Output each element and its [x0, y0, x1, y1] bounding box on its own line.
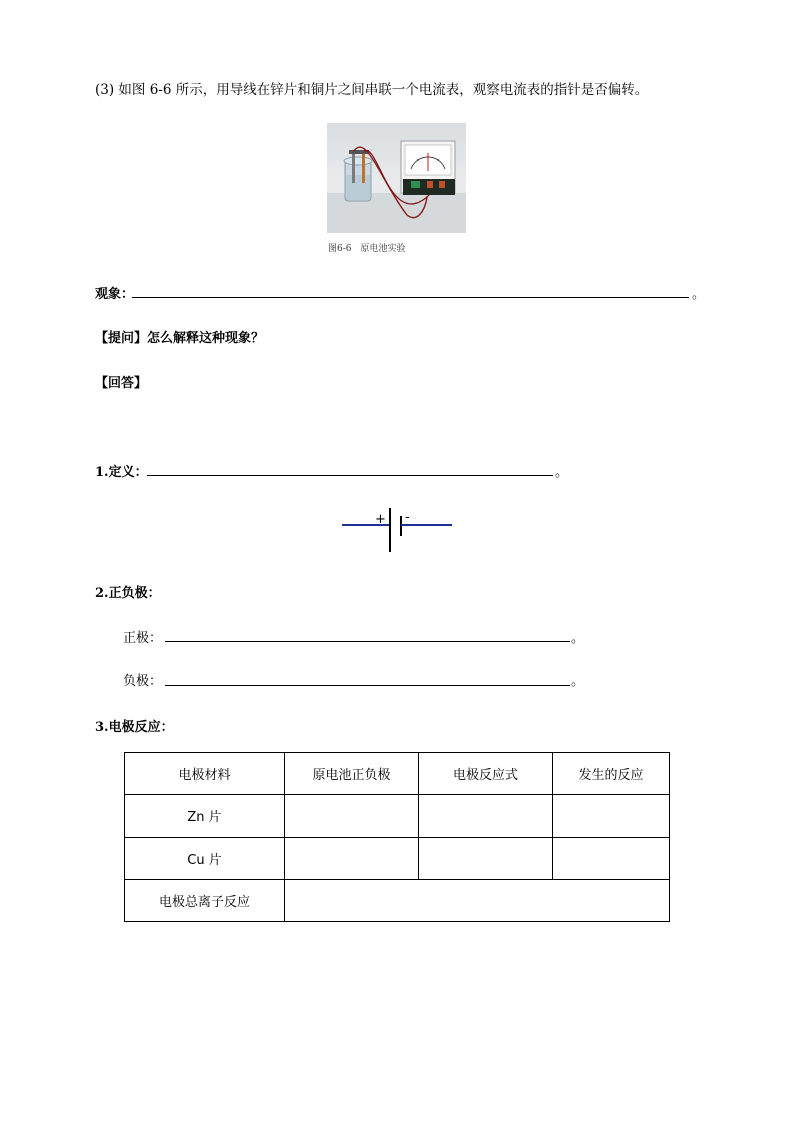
- observation-end: 。: [692, 287, 706, 302]
- positive-label: 正极：: [123, 631, 163, 646]
- electrode-reaction-table: [124, 752, 670, 922]
- table-cell[interactable]: [419, 837, 553, 879]
- table-header-cell: 发生的反应: [553, 753, 670, 795]
- positive-end: 。: [571, 631, 585, 646]
- galvanic-cell-photo: [327, 123, 466, 233]
- table-row: [125, 837, 670, 879]
- battery-symbol: [340, 506, 455, 556]
- definition-label: 1.定义：: [95, 465, 148, 480]
- table-row: [125, 795, 670, 837]
- table-cell: Cu 片: [125, 837, 285, 879]
- definition-end: 。: [555, 465, 569, 480]
- negative-blank[interactable]: [165, 685, 570, 686]
- negative-label: 负极：: [123, 674, 163, 689]
- electrodes-label: 2.正负极：: [95, 586, 161, 601]
- positive-blank[interactable]: [165, 641, 570, 642]
- table-total-label: 电极总离子反应: [125, 879, 285, 921]
- negative-end: 。: [571, 674, 585, 689]
- observation-blank[interactable]: [132, 297, 689, 298]
- table-cell[interactable]: [285, 795, 419, 837]
- table-cell: Zn 片: [125, 795, 285, 837]
- observation-label: 观象：: [95, 287, 135, 302]
- table-cell[interactable]: [285, 837, 419, 879]
- experiment-illustration: [327, 123, 466, 233]
- figure-caption: 图6-6 原电池实验: [328, 244, 406, 254]
- table-cell[interactable]: [553, 837, 670, 879]
- table-header-row: [125, 753, 670, 795]
- table-row: [125, 879, 670, 921]
- reactions-label: 3.电极反应：: [95, 720, 174, 735]
- definition-blank[interactable]: [147, 475, 553, 476]
- table-total-cell[interactable]: [285, 879, 670, 921]
- intro-text: (3) 如图 6-6 所示，用导线在锌片和铜片之间串联一个电流表，观察电流表的指针是否偏转。: [95, 82, 649, 98]
- table-header-cell: 电极材料: [125, 753, 285, 795]
- question-label: 【提问】怎么解释这种现象？: [95, 331, 265, 346]
- battery-plus-sign: +: [375, 512, 386, 527]
- battery-minus-sign: -: [405, 510, 410, 525]
- table-cell[interactable]: [419, 795, 553, 837]
- table-header-cell: 电极反应式: [419, 753, 553, 795]
- table-header-cell: 原电池正负极: [285, 753, 419, 795]
- answer-label: 【回答】: [95, 376, 148, 391]
- table-cell[interactable]: [553, 795, 670, 837]
